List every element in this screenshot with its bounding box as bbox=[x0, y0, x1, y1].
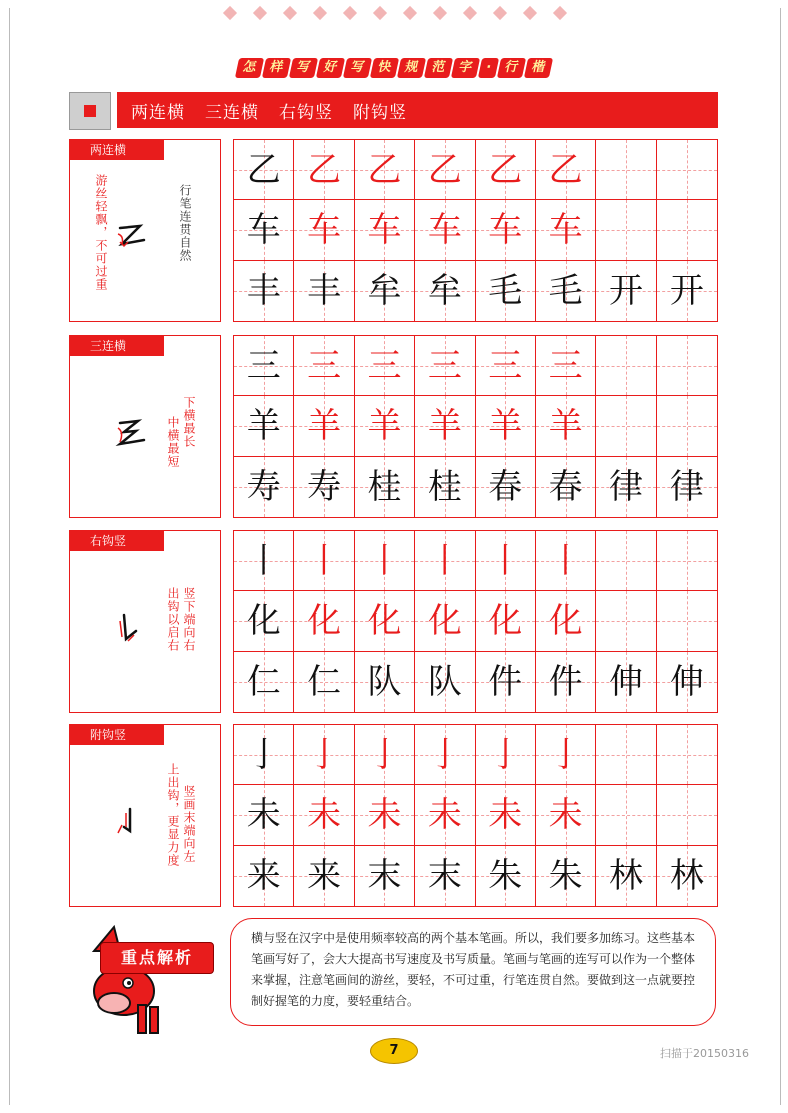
series-char: 怎 bbox=[235, 58, 264, 78]
stroke-note-right: 竖画末端向左 bbox=[182, 785, 196, 863]
grid-cell: 乙 bbox=[476, 140, 536, 200]
grid-cell bbox=[657, 531, 717, 591]
stroke-tag: 三连横 bbox=[70, 336, 164, 356]
grid-cell: 来 bbox=[294, 846, 354, 906]
grid-cell: 亅 bbox=[355, 725, 415, 785]
series-char: · bbox=[478, 58, 499, 78]
grid-cell: 桂 bbox=[355, 457, 415, 517]
practice-grid-2 bbox=[233, 335, 718, 518]
grid-cell: 三 bbox=[294, 336, 354, 396]
grid-cell: 亅 bbox=[234, 725, 294, 785]
right-hook-vertical-stroke-icon bbox=[114, 613, 148, 645]
grid-cell: 羊 bbox=[536, 396, 596, 456]
series-char: 范 bbox=[424, 58, 453, 78]
two-horizontal-stroke-icon bbox=[114, 222, 148, 254]
series-char: 写 bbox=[343, 58, 372, 78]
grid-cell: 未 bbox=[234, 785, 294, 845]
series-char: 行 bbox=[497, 58, 526, 78]
grid-cell bbox=[596, 200, 656, 260]
grid-cell: 伸 bbox=[596, 652, 656, 712]
grid-cell: 未 bbox=[415, 785, 475, 845]
grid-cell: 未 bbox=[294, 785, 354, 845]
grid-cell: 寿 bbox=[294, 457, 354, 517]
grid-cell bbox=[657, 336, 717, 396]
grid-cell: 仁 bbox=[294, 652, 354, 712]
grid-cell: 乙 bbox=[355, 140, 415, 200]
series-char: 快 bbox=[370, 58, 399, 78]
stroke-panel-4 bbox=[69, 724, 221, 907]
section-mark-icon bbox=[69, 92, 111, 130]
grid-cell: 化 bbox=[234, 591, 294, 651]
grid-cell bbox=[596, 336, 656, 396]
stroke-note-right: 行笔连贯自然 bbox=[178, 184, 192, 262]
grid-cell: 化 bbox=[476, 591, 536, 651]
header-item: 两连横 bbox=[131, 102, 185, 123]
grid-cell: 羊 bbox=[294, 396, 354, 456]
grid-cell: 末 bbox=[415, 846, 475, 906]
grid-cell: 亅 bbox=[415, 725, 475, 785]
grid-cell bbox=[596, 785, 656, 845]
practice-grid-4 bbox=[233, 724, 718, 907]
stroke-panel-3 bbox=[69, 530, 221, 713]
grid-cell: 亅 bbox=[536, 725, 596, 785]
grid-cell: 车 bbox=[476, 200, 536, 260]
grid-cell: 仁 bbox=[234, 652, 294, 712]
grid-cell: 寿 bbox=[234, 457, 294, 517]
grid-cell: 丨 bbox=[234, 531, 294, 591]
stroke-note-left: 中横最短 bbox=[166, 416, 180, 468]
grid-cell: 毛 bbox=[536, 261, 596, 321]
grid-cell: 春 bbox=[536, 457, 596, 517]
series-title bbox=[216, 57, 572, 79]
grid-cell bbox=[596, 531, 656, 591]
grid-cell: 羊 bbox=[476, 396, 536, 456]
grid-cell: 车 bbox=[415, 200, 475, 260]
series-char: 楷 bbox=[524, 58, 553, 78]
grid-cell bbox=[596, 591, 656, 651]
grid-cell bbox=[657, 591, 717, 651]
lesson-header bbox=[117, 92, 718, 128]
grid-cell: 亅 bbox=[294, 725, 354, 785]
attached-hook-vertical-stroke-icon bbox=[114, 807, 148, 839]
grid-cell: 林 bbox=[596, 846, 656, 906]
stroke-note-left: 出钩以启右 bbox=[166, 587, 180, 652]
grid-cell: 羊 bbox=[415, 396, 475, 456]
grid-cell: 乙 bbox=[536, 140, 596, 200]
grid-cell: 丰 bbox=[234, 261, 294, 321]
grid-cell: 春 bbox=[476, 457, 536, 517]
grid-cell: 律 bbox=[596, 457, 656, 517]
grid-cell bbox=[657, 140, 717, 200]
grid-cell bbox=[596, 140, 656, 200]
grid-cell: 车 bbox=[355, 200, 415, 260]
key-points-text: 横与竖在汉字中是使用频率较高的两个基本笔画。所以，我们要多加练习。这些基本笔画写好了，会大大提高书写速度及书写质量。笔画与笔画的连写可以作为一个整体来掌握，注意笔画间的游丝，要轻，不可过重，行笔连贯自然。要做到这一点就要控制好握笔的力度，要轻重结合。 bbox=[230, 918, 716, 1026]
grid-cell: 羊 bbox=[355, 396, 415, 456]
grid-cell bbox=[657, 396, 717, 456]
stroke-note-left: 上出钩，更显力度 bbox=[166, 763, 180, 867]
grid-cell: 丨 bbox=[415, 531, 475, 591]
grid-cell: 化 bbox=[536, 591, 596, 651]
grid-cell: 乙 bbox=[294, 140, 354, 200]
grid-cell bbox=[657, 200, 717, 260]
grid-cell: 丨 bbox=[476, 531, 536, 591]
grid-cell: 三 bbox=[476, 336, 536, 396]
stroke-tag: 右钩竖 bbox=[70, 531, 164, 551]
series-char: 规 bbox=[397, 58, 426, 78]
stroke-note-right: 下横最长 bbox=[182, 396, 196, 448]
grid-cell: 丨 bbox=[355, 531, 415, 591]
grid-cell bbox=[596, 725, 656, 785]
grid-cell: 朱 bbox=[536, 846, 596, 906]
grid-cell: 亅 bbox=[476, 725, 536, 785]
grid-cell: 化 bbox=[294, 591, 354, 651]
grid-cell: 队 bbox=[355, 652, 415, 712]
grid-cell: 乙 bbox=[415, 140, 475, 200]
grid-cell bbox=[657, 725, 717, 785]
grid-cell: 羊 bbox=[234, 396, 294, 456]
grid-cell: 丨 bbox=[294, 531, 354, 591]
scan-watermark: 扫描于20150316 bbox=[660, 1047, 749, 1060]
grid-cell: 三 bbox=[234, 336, 294, 396]
stroke-panel-1 bbox=[69, 139, 221, 322]
grid-cell: 牟 bbox=[415, 261, 475, 321]
grid-cell: 末 bbox=[355, 846, 415, 906]
stroke-tag: 两连横 bbox=[70, 140, 164, 160]
stroke-note-right: 竖下端向右 bbox=[182, 587, 196, 652]
grid-cell: 未 bbox=[476, 785, 536, 845]
stroke-tag: 附钩竖 bbox=[70, 725, 164, 745]
grid-cell: 朱 bbox=[476, 846, 536, 906]
header-item: 附钩竖 bbox=[353, 102, 407, 123]
practice-grid-3 bbox=[233, 530, 718, 713]
key-points-label: 重点解析 bbox=[100, 942, 214, 974]
grid-cell: 律 bbox=[657, 457, 717, 517]
grid-cell: 车 bbox=[294, 200, 354, 260]
series-char: 好 bbox=[316, 58, 345, 78]
grid-cell: 三 bbox=[415, 336, 475, 396]
header-item: 右钩竖 bbox=[279, 102, 333, 123]
page-number: 7 bbox=[370, 1038, 418, 1064]
grid-cell: 毛 bbox=[476, 261, 536, 321]
header-item: 三连横 bbox=[205, 102, 259, 123]
grid-cell: 桂 bbox=[415, 457, 475, 517]
grid-cell: 车 bbox=[536, 200, 596, 260]
top-decoration bbox=[225, 8, 565, 22]
grid-cell: 开 bbox=[596, 261, 656, 321]
stroke-panel-2 bbox=[69, 335, 221, 518]
grid-cell: 来 bbox=[234, 846, 294, 906]
grid-cell: 三 bbox=[536, 336, 596, 396]
grid-cell: 三 bbox=[355, 336, 415, 396]
grid-cell: 件 bbox=[536, 652, 596, 712]
grid-cell: 丰 bbox=[294, 261, 354, 321]
series-char: 写 bbox=[289, 58, 318, 78]
grid-cell: 化 bbox=[415, 591, 475, 651]
grid-cell: 件 bbox=[476, 652, 536, 712]
series-char: 字 bbox=[451, 58, 480, 78]
three-horizontal-stroke-icon bbox=[114, 418, 148, 450]
grid-cell: 乙 bbox=[234, 140, 294, 200]
series-char: 样 bbox=[262, 58, 291, 78]
grid-cell: 丨 bbox=[536, 531, 596, 591]
practice-grid-1 bbox=[233, 139, 718, 322]
grid-cell: 队 bbox=[415, 652, 475, 712]
grid-cell: 牟 bbox=[355, 261, 415, 321]
grid-cell: 伸 bbox=[657, 652, 717, 712]
grid-cell bbox=[596, 396, 656, 456]
cartoon-donkey-icon bbox=[84, 921, 214, 1036]
grid-cell: 未 bbox=[355, 785, 415, 845]
grid-cell: 开 bbox=[657, 261, 717, 321]
grid-cell: 车 bbox=[234, 200, 294, 260]
stroke-note-left: 游丝轻飘，不可过重 bbox=[94, 174, 108, 291]
grid-cell: 化 bbox=[355, 591, 415, 651]
grid-cell bbox=[657, 785, 717, 845]
grid-cell: 林 bbox=[657, 846, 717, 906]
grid-cell: 未 bbox=[536, 785, 596, 845]
